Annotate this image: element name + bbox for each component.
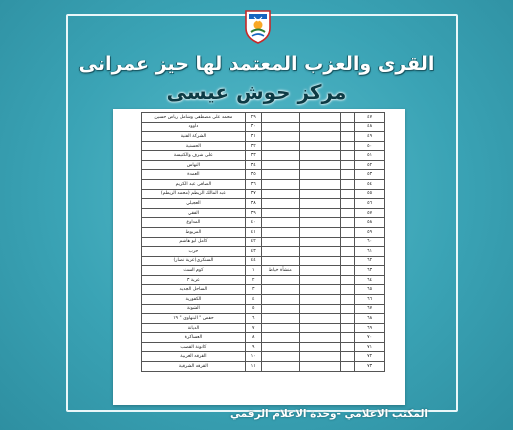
table-row bbox=[142, 160, 385, 170]
empty-cell bbox=[341, 113, 355, 123]
empty-cell bbox=[299, 151, 341, 161]
serial-number-cell: ١٠ bbox=[245, 352, 261, 362]
row-number-cell: ٥٢ bbox=[355, 160, 385, 170]
note-cell bbox=[261, 227, 299, 237]
note-cell bbox=[261, 151, 299, 161]
village-name-cell: السنكرى(عزبة نصار) bbox=[142, 256, 246, 266]
empty-cell bbox=[341, 247, 355, 257]
empty-cell bbox=[341, 323, 355, 333]
governorate-emblem-icon bbox=[243, 8, 273, 44]
page-subtitle: مركز حوش عيسى bbox=[166, 80, 347, 104]
footer-caption: المكتب الاعلامي -وحدة الاعلام الرقمي bbox=[230, 408, 428, 420]
village-name-cell: العمدة bbox=[142, 170, 246, 180]
serial-number-cell: ٨ bbox=[245, 333, 261, 343]
empty-cell bbox=[299, 294, 341, 304]
note-cell bbox=[261, 113, 299, 123]
empty-cell bbox=[299, 189, 341, 199]
serial-number-cell: ٢٩ bbox=[245, 113, 261, 123]
note-cell bbox=[261, 160, 299, 170]
note-cell bbox=[261, 208, 299, 218]
serial-number-cell: ٣٠ bbox=[245, 122, 261, 132]
table-row bbox=[142, 208, 385, 218]
table-row bbox=[142, 141, 385, 151]
table-row bbox=[142, 323, 385, 333]
serial-number-cell: ٣٧ bbox=[245, 189, 261, 199]
page-title: القرى والعزب المعتمد لها حيز عمرانى bbox=[78, 53, 435, 75]
row-number-cell: ٥٧ bbox=[355, 208, 385, 218]
empty-cell bbox=[341, 304, 355, 314]
serial-number-cell: ٤ bbox=[245, 294, 261, 304]
row-number-cell: ٥٩ bbox=[355, 227, 385, 237]
row-number-cell: ٧٢ bbox=[355, 352, 385, 362]
village-name-cell: الكفورية bbox=[142, 294, 246, 304]
empty-cell bbox=[341, 180, 355, 190]
table-row bbox=[142, 170, 385, 180]
table-row bbox=[142, 113, 385, 123]
empty-cell bbox=[341, 132, 355, 142]
row-number-cell: ٤٩ bbox=[355, 132, 385, 142]
serial-number-cell: ٦ bbox=[245, 314, 261, 324]
row-number-cell: ٥٥ bbox=[355, 189, 385, 199]
village-name-cell: كامل ابو هاشم bbox=[142, 237, 246, 247]
note-cell bbox=[261, 132, 299, 142]
empty-cell bbox=[299, 132, 341, 142]
empty-cell bbox=[299, 266, 341, 276]
empty-cell bbox=[341, 362, 355, 372]
serial-number-cell: ٣٤ bbox=[245, 160, 261, 170]
row-number-cell: ٦٠ bbox=[355, 237, 385, 247]
row-number-cell: ٦٨ bbox=[355, 314, 385, 324]
empty-cell bbox=[341, 237, 355, 247]
row-number-cell: ٥١ bbox=[355, 151, 385, 161]
empty-cell bbox=[341, 266, 355, 276]
empty-cell bbox=[299, 180, 341, 190]
note-cell bbox=[261, 323, 299, 333]
table-row bbox=[142, 237, 385, 247]
empty-cell bbox=[299, 323, 341, 333]
table-row bbox=[142, 362, 385, 372]
note-cell bbox=[261, 170, 299, 180]
note-cell bbox=[261, 247, 299, 257]
row-number-cell: ٤٨ bbox=[355, 122, 385, 132]
empty-cell bbox=[299, 160, 341, 170]
note-cell: منشأة خياط bbox=[261, 266, 299, 276]
empty-cell bbox=[299, 304, 341, 314]
row-number-cell: ٥٠ bbox=[355, 141, 385, 151]
row-number-cell: ٧٠ bbox=[355, 333, 385, 343]
village-name-cell: الشركة الفنية bbox=[142, 132, 246, 142]
note-cell bbox=[261, 333, 299, 343]
serial-number-cell: ٣ bbox=[245, 285, 261, 295]
empty-cell bbox=[341, 170, 355, 180]
village-name-cell: كانونة القصب bbox=[142, 342, 246, 352]
empty-cell bbox=[341, 151, 355, 161]
empty-cell bbox=[341, 141, 355, 151]
serial-number-cell: ٣٩ bbox=[245, 208, 261, 218]
empty-cell bbox=[299, 247, 341, 257]
empty-cell bbox=[299, 256, 341, 266]
village-name-cell: القرقه الشرقية bbox=[142, 362, 246, 372]
empty-cell bbox=[341, 218, 355, 228]
table-row bbox=[142, 122, 385, 132]
empty-cell bbox=[341, 294, 355, 304]
empty-cell bbox=[299, 362, 341, 372]
table-row bbox=[142, 333, 385, 343]
village-name-cell: المداوع bbox=[142, 218, 246, 228]
row-number-cell: ٦١ bbox=[355, 247, 385, 257]
table-row bbox=[142, 256, 385, 266]
note-cell bbox=[261, 285, 299, 295]
empty-cell bbox=[341, 275, 355, 285]
village-name-cell: حرب bbox=[142, 247, 246, 257]
serial-number-cell: ١ bbox=[245, 266, 261, 276]
serial-number-cell: ١١ bbox=[245, 362, 261, 372]
serial-number-cell: ٣١ bbox=[245, 132, 261, 142]
village-name-cell: الصافى عبد الكريم bbox=[142, 180, 246, 190]
empty-cell bbox=[341, 208, 355, 218]
empty-cell bbox=[299, 275, 341, 285]
empty-cell bbox=[341, 122, 355, 132]
empty-cell bbox=[341, 285, 355, 295]
note-cell bbox=[261, 218, 299, 228]
table-row bbox=[142, 218, 385, 228]
table-row bbox=[142, 304, 385, 314]
row-number-cell: ٧٣ bbox=[355, 362, 385, 372]
serial-number-cell: ٣٣ bbox=[245, 151, 261, 161]
note-cell bbox=[261, 189, 299, 199]
row-number-cell: ٥٤ bbox=[355, 180, 385, 190]
note-cell bbox=[261, 237, 299, 247]
serial-number-cell: ٤٠ bbox=[245, 218, 261, 228]
serial-number-cell: ٣٨ bbox=[245, 199, 261, 209]
serial-number-cell: ٤٣ bbox=[245, 247, 261, 257]
village-name-cell: حفص " البنهاوى " ١٩ bbox=[142, 314, 246, 324]
note-cell bbox=[261, 342, 299, 352]
table-row bbox=[142, 266, 385, 276]
row-number-cell: ٦٤ bbox=[355, 275, 385, 285]
village-name-cell: على شرف والكنيسة bbox=[142, 151, 246, 161]
row-number-cell: ٦٦ bbox=[355, 294, 385, 304]
empty-cell bbox=[299, 237, 341, 247]
row-number-cell: ٦٢ bbox=[355, 256, 385, 266]
serial-number-cell: ٣٢ bbox=[245, 141, 261, 151]
empty-cell bbox=[341, 333, 355, 343]
village-name-cell: النهاس bbox=[142, 160, 246, 170]
table-row bbox=[142, 151, 385, 161]
village-name-cell: العجيلي bbox=[142, 199, 246, 209]
empty-cell bbox=[341, 314, 355, 324]
note-cell bbox=[261, 199, 299, 209]
serial-number-cell: ٥ bbox=[245, 304, 261, 314]
table-row bbox=[142, 132, 385, 142]
table-row bbox=[142, 285, 385, 295]
empty-cell bbox=[299, 170, 341, 180]
empty-cell bbox=[299, 113, 341, 123]
row-number-cell: ٥٨ bbox=[355, 218, 385, 228]
table-row bbox=[142, 294, 385, 304]
note-cell bbox=[261, 275, 299, 285]
serial-number-cell: ٤٢ bbox=[245, 237, 261, 247]
empty-cell bbox=[299, 352, 341, 362]
empty-cell bbox=[299, 342, 341, 352]
table-row bbox=[142, 189, 385, 199]
village-name-cell: الفقي bbox=[142, 208, 246, 218]
empty-cell bbox=[299, 314, 341, 324]
row-number-cell: ٤٧ bbox=[355, 113, 385, 123]
empty-cell bbox=[341, 256, 355, 266]
empty-cell bbox=[299, 285, 341, 295]
row-number-cell: ٧١ bbox=[355, 342, 385, 352]
village-name-cell: كوم السث bbox=[142, 266, 246, 276]
table-row bbox=[142, 342, 385, 352]
empty-cell bbox=[299, 141, 341, 151]
row-number-cell: ٥٣ bbox=[355, 170, 385, 180]
table-row bbox=[142, 275, 385, 285]
village-name-cell: الديانة bbox=[142, 323, 246, 333]
table-row bbox=[142, 247, 385, 257]
note-cell bbox=[261, 304, 299, 314]
table-row bbox=[142, 352, 385, 362]
empty-cell bbox=[341, 352, 355, 362]
note-cell bbox=[261, 256, 299, 266]
serial-number-cell: ٣٥ bbox=[245, 170, 261, 180]
table-row bbox=[142, 199, 385, 209]
row-number-cell: ٦٩ bbox=[355, 323, 385, 333]
empty-cell bbox=[299, 122, 341, 132]
serial-number-cell: ٢ bbox=[245, 275, 261, 285]
empty-cell bbox=[299, 227, 341, 237]
table-row bbox=[142, 227, 385, 237]
empty-cell bbox=[299, 218, 341, 228]
row-number-cell: ٥٦ bbox=[355, 199, 385, 209]
empty-cell bbox=[341, 342, 355, 352]
note-cell bbox=[261, 314, 299, 324]
note-cell bbox=[261, 352, 299, 362]
village-name-cell: عزبة ٣ bbox=[142, 275, 246, 285]
village-name-cell: العساكرة bbox=[142, 333, 246, 343]
village-name-cell: المربوط bbox=[142, 227, 246, 237]
row-number-cell: ٦٣ bbox=[355, 266, 385, 276]
note-cell bbox=[261, 122, 299, 132]
serial-number-cell: ٧ bbox=[245, 323, 261, 333]
note-cell bbox=[261, 180, 299, 190]
note-cell bbox=[261, 141, 299, 151]
empty-cell bbox=[341, 199, 355, 209]
village-name-cell: الساحل الجديد bbox=[142, 285, 246, 295]
village-name-cell: الشونة bbox=[142, 304, 246, 314]
village-name-cell: محمد على مصطفى وشامل رياض حسين bbox=[142, 113, 246, 123]
village-name-cell: الحسنية bbox=[142, 141, 246, 151]
document-sheet bbox=[113, 109, 405, 405]
villages-table bbox=[141, 112, 385, 372]
empty-cell bbox=[341, 189, 355, 199]
village-name-cell: عبد المالك الزيطم (محمد الزيطم) bbox=[142, 189, 246, 199]
empty-cell bbox=[299, 333, 341, 343]
village-name-cell: داوود bbox=[142, 122, 246, 132]
table-row bbox=[142, 180, 385, 190]
note-cell bbox=[261, 362, 299, 372]
serial-number-cell: ٩ bbox=[245, 342, 261, 352]
empty-cell bbox=[341, 160, 355, 170]
serial-number-cell: ٤٤ bbox=[245, 256, 261, 266]
row-number-cell: ٦٥ bbox=[355, 285, 385, 295]
table-row bbox=[142, 314, 385, 324]
serial-number-cell: ٣٦ bbox=[245, 180, 261, 190]
empty-cell bbox=[341, 227, 355, 237]
village-name-cell: القرقه الغربية bbox=[142, 352, 246, 362]
empty-cell bbox=[299, 199, 341, 209]
serial-number-cell: ٤١ bbox=[245, 227, 261, 237]
note-cell bbox=[261, 294, 299, 304]
row-number-cell: ٦٧ bbox=[355, 304, 385, 314]
empty-cell bbox=[299, 208, 341, 218]
